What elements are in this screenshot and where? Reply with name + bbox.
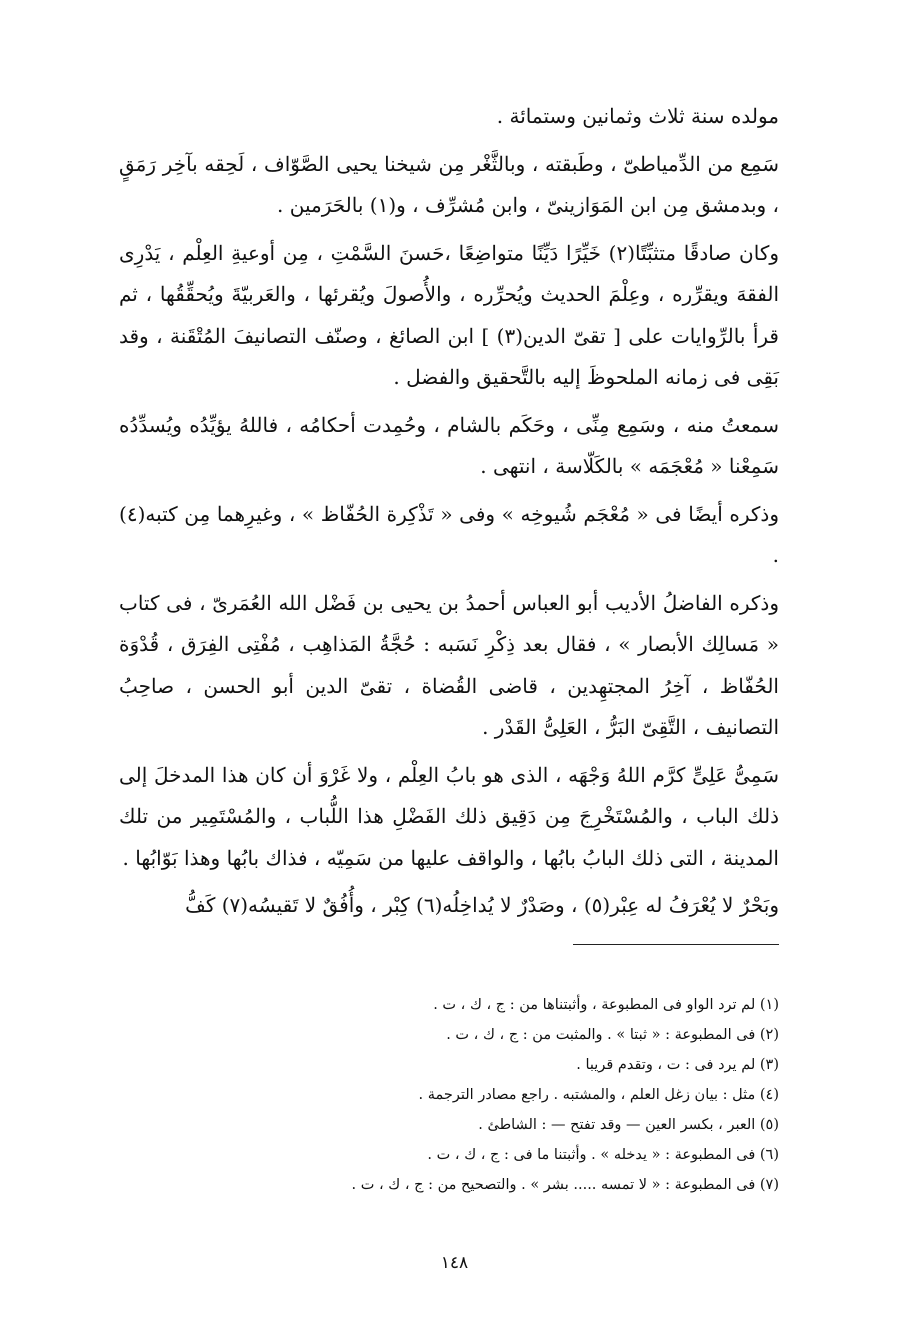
footnote-1: (١) لم ترد الواو فى المطبوعة ، وأثبتناها من : ج ، ك ، ت . — [433, 997, 779, 1013]
paragraph-sea: وبَحْرٌ لا يُعْرَفُ له عِبْر(٥) ، وصَدْرٌ لا يُداخِلُه(٦) كِبْر ، وأُفُقٌ لا تَقيسُه(٧) كَفُّ — [185, 893, 779, 917]
paragraph-umari: وذكره الفاضلُ الأديب أبو العباس أحمدُ بن يحيى بن فَضْل الله العُمَرىّ ، فى كتاب « مَسالِك الأبصار » ، فقال بعد ذِكْرِ نَسَبه : حُجَّةُ المَذاهِب ، مُفْتِى الفِرَق ، قُدْوَة الحُفّاظ ، آخِرُ المجتهِدين ، قاضى القُضاة ، تقىّ الدين أبو الحسن ، صاحِبُ التصانيف ، التَّقِىّ البَرُّ ، العَلِىُّ القَدْر . — [119, 590, 780, 739]
paragraph-heard: سمعتُ منه ، وسَمِع مِنِّى ، وحَكَم بالشام ، وحُمِدت أحكامُه ، فاللهُ يؤيِّدُه ويُسدِّدُه سَمِعْنا « مُعْجَمَه » بالكَلّاسة ، انتهى . — [119, 412, 779, 478]
footnote-6: (٦) فى المطبوعة : « يدخله » . وأثبتنا ما فى : ج ، ك ، ت . — [427, 1147, 779, 1163]
footnote-3: (٣) لم يرد فى : ت ، وتقدم قريبا . — [576, 1057, 779, 1073]
footnote-7: (٧) فى المطبوعة : « لا تمسه ..... بشر » . والتصحيح من : ج ، ك ، ت . — [351, 1177, 779, 1193]
footnote-4: (٤) مثل : بيان زغل العلم ، والمشتبه . راجع مصادر الترجمة . — [418, 1087, 779, 1103]
paragraph-mentioned: وذكره أيضًا فى « مُعْجَم شُيوخِه » وفى « تَذْكِرة الحُفّاظ » ، وغيرِهما مِن كتبه(٤) . — [119, 501, 779, 567]
paragraph-ali: سَمِىُّ عَلِىٍّ كرَّم اللهُ وَجْهَه ، الذى هو بابُ العِلْم ، ولا غَرْوَ أن كان هذا المدخلَ إلى ذلك الباب ، والمُسْتَخْرِجَ مِن دَقِيق ذلك الفَضْلِ هذا اللُّباب ، والمُسْتَمِير من تلك المدينة ، التى ذلك البابُ بابُها ، والواقف عليها من سَمِيّه ، فذاك بابُها وهذا بَوّابُها . — [119, 762, 779, 870]
footnote-separator — [573, 944, 779, 945]
page-number: ١٤٨ — [440, 1253, 469, 1273]
footnotes — [119, 990, 779, 1200]
footnote-5: (٥) العبر ، بكسر العين — وقد تفتح — : الشاطئ . — [478, 1117, 779, 1133]
footnote-2: (٢) فى المطبوعة : « ثبتا » . والمثبت من : ج ، ك ، ت . — [446, 1027, 779, 1043]
paragraph-birth: مولده سنة ثلاث وثمانين وستمائة . — [496, 104, 779, 128]
paragraph-teachers: سَمِع من الدِّمياطىّ ، وطَبقته ، وبالثَّغْر مِن شيخنا يحيى الصَّوّاف ، لَحِقه بآخِر رَمَقٍ ، وبدمشق مِن ابن المَوَازينىّ ، وابن مُشرِّف ، و(١) بالحَرَمين . — [119, 151, 779, 217]
paragraph-character: وكان صادقًا متثبِّتًا(٢) خَيِّرًا دَيِّنًا متواضِعًا ،حَسنَ السَّمْتِ ، مِن أوعيةِ العِلْم ، يَدْرِى الفقهَ ويقرِّره ، وعِلْمَ الحديث ويُحرِّره ، والأُصولَ ويُقرئها ، والعَربيّةَ ويُحقِّقُها ، ثم قرأ بالرِّوايات على [ تقىّ الدين(٣) ] ابن الصائغ ، وصنّف التصانيفَ المُتْقَنة ، وقد بَقِى فى زمانه الملحوظَ إليه بالتَّحقيق والفضل . — [119, 240, 779, 389]
main-text — [119, 96, 779, 933]
